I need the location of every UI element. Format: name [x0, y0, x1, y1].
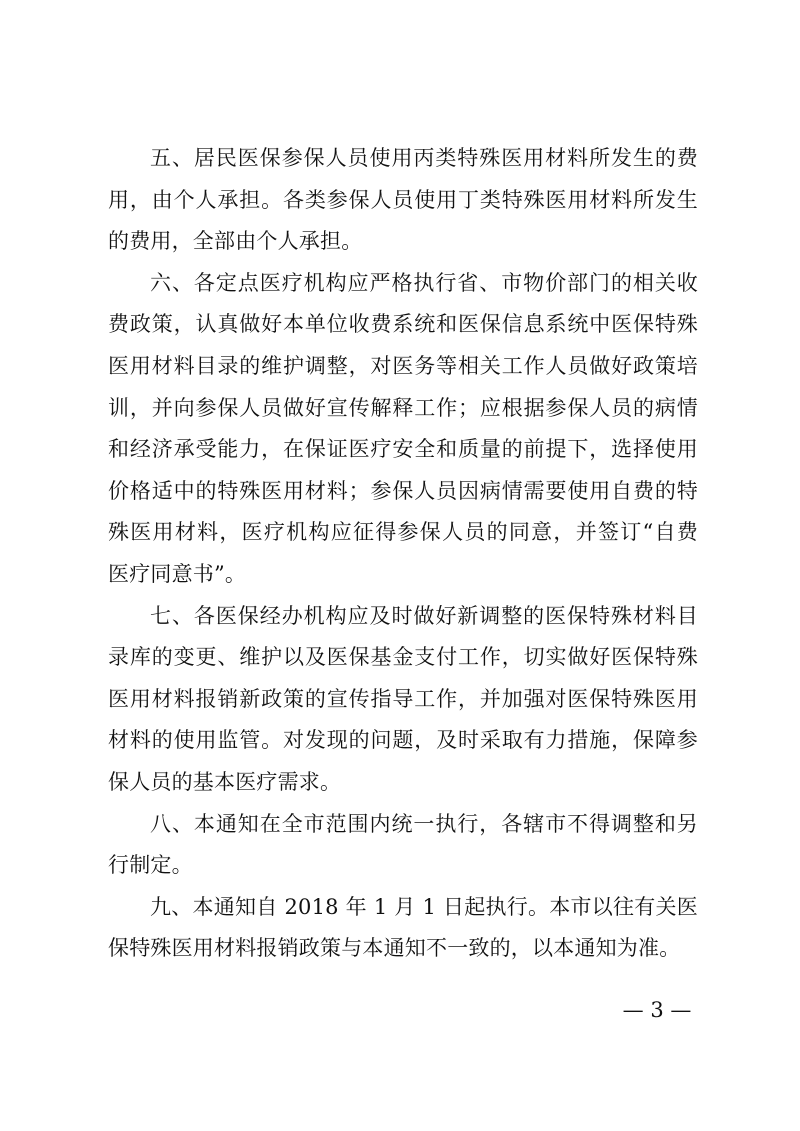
paragraph-line: 价格适中的特殊医用材料；参保人员因病情需要使用自费的特: [108, 478, 698, 503]
paragraph-line: 和经济承受能力，在保证医疗安全和质量的前提下，选择使用: [108, 437, 698, 462]
paragraph-line: 保人员的基本医疗需求。: [108, 769, 342, 794]
paragraph-line: 殊医用材料，医疗机构应征得参保人员的同意，并签订“自费: [108, 520, 698, 545]
paragraph-line: 保特殊医用材料报销政策与本通知不一致的，以本通知为准。: [108, 936, 681, 961]
paragraph-line: 用，由个人承担。各类参保人员使用丁类特殊医用材料所发生: [108, 187, 698, 212]
document-body: [108, 138, 698, 970]
paragraph-6: [108, 263, 698, 596]
paragraph-7: [108, 596, 698, 804]
paragraph-line: 七、各医保经办机构应及时做好新调整的医保特殊材料目: [150, 603, 698, 628]
paragraph-line: 行制定。: [108, 853, 193, 878]
paragraph-line: 材料的使用监管。对发现的问题，及时采取有力措施，保障参: [108, 728, 698, 753]
paragraph-line: 六、各定点医疗机构应严格执行省、市物价部门的相关收: [150, 270, 698, 295]
page-number: — 3 —: [622, 998, 692, 1022]
paragraph-line: 八、本通知在全市范围内统一执行，各辖市不得调整和另: [150, 811, 698, 836]
paragraph-5: [108, 138, 698, 263]
paragraph-line: 医疗同意书”。: [108, 561, 247, 586]
paragraph-line: 九、本通知自 2018 年 1 月 1 日起执行。本市以往有关医: [150, 894, 698, 919]
paragraph-line: 医用材料目录的维护调整，对医务等相关工作人员做好政策培: [108, 353, 698, 378]
paragraph-9: [108, 887, 698, 970]
paragraph-8: [108, 804, 698, 887]
paragraph-line: 录库的变更、维护以及医保基金支付工作，切实做好医保特殊: [108, 645, 698, 670]
paragraph-line: 医用材料报销新政策的宣传指导工作，并加强对医保特殊医用: [108, 686, 698, 711]
paragraph-line: 的费用，全部由个人承担。: [108, 229, 363, 254]
paragraph-line: 五、居民医保参保人员使用丙类特殊医用材料所发生的费: [150, 146, 698, 170]
paragraph-line: 费政策，认真做好本单位收费系统和医保信息系统中医保特殊: [108, 312, 698, 337]
paragraph-line: 训，并向参保人员做好宣传解释工作；应根据参保人员的病情: [108, 395, 698, 420]
